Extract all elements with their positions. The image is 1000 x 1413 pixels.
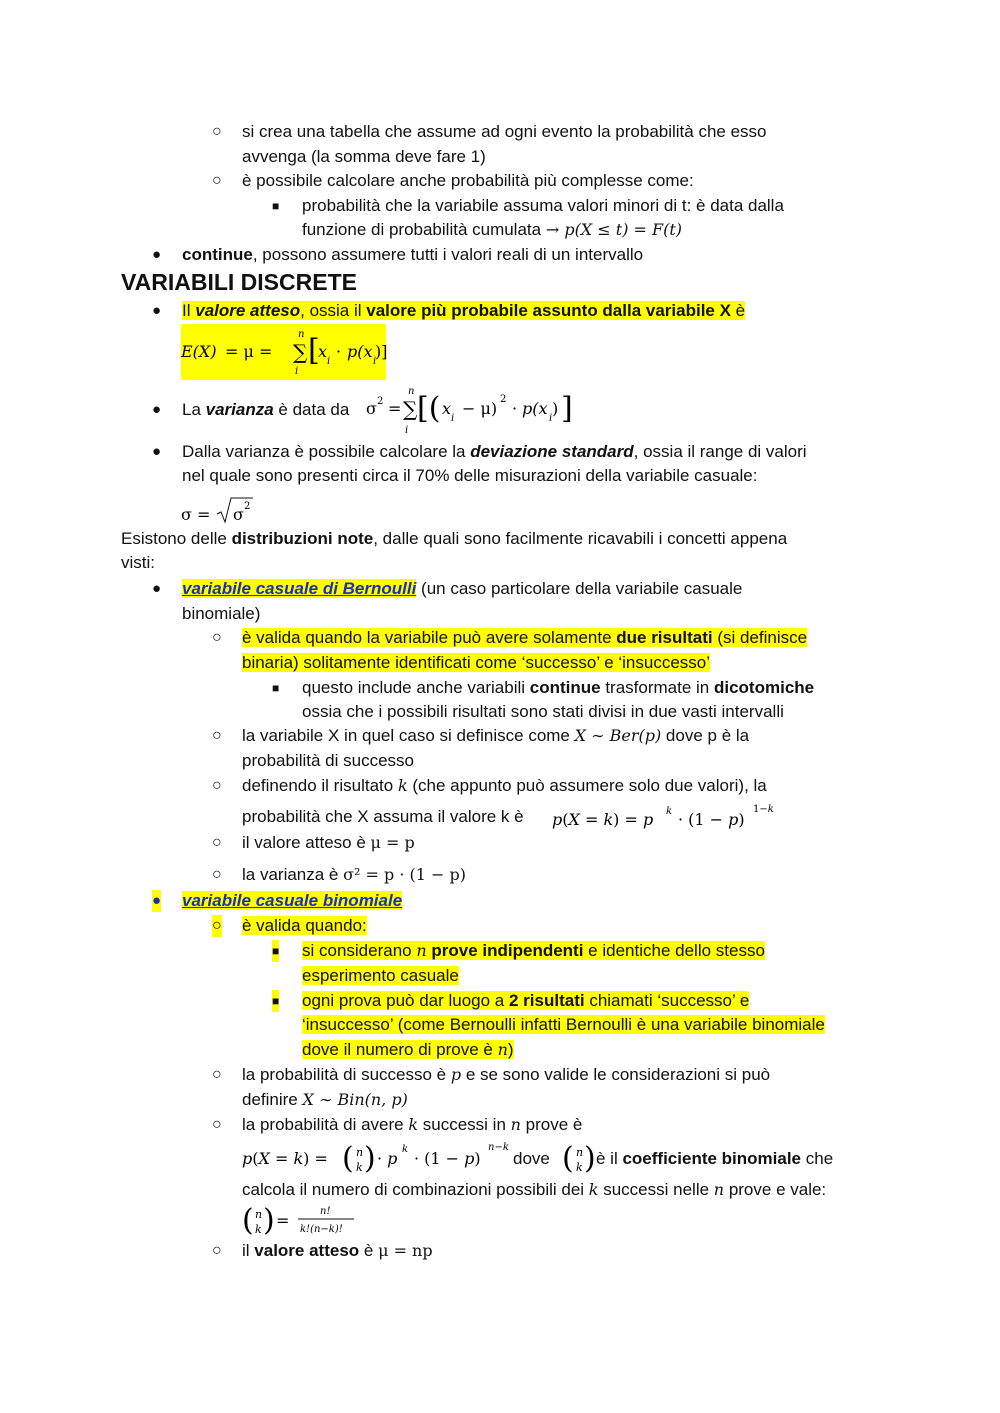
list-item-cont: è il coefficiente binomiale che <box>596 1149 834 1168</box>
hollow-bullet-icon: ○ <box>212 629 222 646</box>
expected-value-formula <box>181 324 386 380</box>
svg-text:· (1 − p): · (1 − p) <box>414 1149 481 1168</box>
svg-text:(: ( <box>242 1203 254 1238</box>
list-item-cont: binaria) solitamente identificati come ‘successo’ e ‘insuccesso’ <box>242 653 711 672</box>
svg-text:): ) <box>552 399 559 418</box>
bullet-icon: ● <box>152 401 162 418</box>
svg-text:=: = <box>388 399 402 418</box>
list-item: Dalla varianza è possibile calcolare la deviazione standard, ossia il range di valori <box>182 442 807 461</box>
list-item-cont: calcola il numero di combinazioni possibili dei k successi nelle n prove e vale: <box>242 1180 827 1199</box>
list-item-cont: avvenga (la somma deve fare 1) <box>242 147 486 166</box>
svg-text:x: x <box>318 342 328 361</box>
list-item: ogni prova può dar luogo a 2 risultati chiamati ‘successo’ e <box>302 991 750 1010</box>
svg-text:(: ( <box>562 1141 574 1176</box>
svg-text:·: · <box>512 399 518 418</box>
svg-text:k: k <box>402 1144 409 1155</box>
bullet-icon: ● <box>152 302 162 319</box>
list-item: variabile casuale di Bernoulli (un caso particolare della variabile casuale <box>182 579 743 598</box>
hollow-bullet-icon: ○ <box>212 777 222 794</box>
bullet-icon: ● <box>152 443 162 460</box>
formula-graphic <box>181 492 261 526</box>
section-heading: VARIABILI DISCRETE <box>121 269 357 295</box>
list-item: si considerano n prove indipendenti e identiche dello stesso <box>302 941 765 960</box>
list-item: si crea una tabella che assume ad ogni evento la probabilità che esso <box>242 122 767 141</box>
svg-text:x: x <box>442 399 452 418</box>
svg-text:2: 2 <box>377 396 384 407</box>
svg-text:i: i <box>451 413 455 424</box>
svg-text:n−k: n−k <box>488 1142 509 1153</box>
list-item-cont: binomiale) <box>182 604 261 623</box>
svg-text:E(X): E(X) <box>181 342 217 361</box>
list-item: il valore atteso è μ = np <box>242 1241 433 1260</box>
svg-text:): ) <box>584 1141 596 1176</box>
svg-text:− μ): − μ) <box>462 399 498 418</box>
hollow-bullet-icon: ○ <box>212 915 222 937</box>
svg-text:σ =: σ = <box>181 505 211 524</box>
svg-text:· p: · p <box>377 1149 398 1168</box>
list-item: la variabile X in quel caso si definisce come X ∼ Ber(p) dove p è la <box>242 726 750 745</box>
svg-text:=: = <box>276 1211 290 1230</box>
list-item-cont: esperimento casuale <box>302 966 459 985</box>
svg-text:k: k <box>666 806 673 817</box>
svg-text:p(X = k) =: p(X = k) = <box>242 1149 328 1168</box>
square-bullet-icon: ■ <box>272 940 279 962</box>
svg-text:n: n <box>576 1146 584 1159</box>
square-bullet-icon: ■ <box>272 990 279 1012</box>
hollow-bullet-icon: ○ <box>212 172 222 189</box>
svg-text:k: k <box>356 1161 363 1174</box>
svg-text:σ: σ <box>366 399 377 418</box>
svg-text:σ: σ <box>233 505 244 524</box>
list-item-cont: ossia che i possibili risultati sono stati divisi in due vasti intervalli <box>302 702 784 721</box>
svg-text:(: ( <box>342 1141 354 1176</box>
svg-text:p(x: p(x <box>347 342 373 361</box>
list-item <box>182 890 402 912</box>
bullet-icon: ● <box>152 580 162 597</box>
list-item: continue, possono assumere tutti i valori reali di un intervallo <box>182 245 644 264</box>
paragraph-cont: visti: <box>121 553 155 572</box>
svg-text:n: n <box>356 1146 364 1159</box>
formula-graphic <box>181 324 386 380</box>
formula-graphic <box>242 1200 362 1240</box>
svg-text:n: n <box>408 386 415 397</box>
svg-text:i: i <box>549 413 553 424</box>
std-dev-formula <box>181 492 261 526</box>
list-item-cont: definire X ∼ Bin(n, p) <box>242 1090 408 1109</box>
svg-text:2: 2 <box>244 501 251 512</box>
list-item: la probabilità di avere k successi in n prove è <box>242 1115 583 1134</box>
svg-text:k: k <box>255 1223 262 1236</box>
hollow-bullet-icon: ○ <box>212 1066 222 1083</box>
list-item-cont: dove il numero di prove è n) <box>302 1040 514 1059</box>
formula-graphic <box>242 1136 522 1178</box>
list-item: il valore atteso è μ = p <box>242 833 415 852</box>
paragraph: Esistono delle distribuzioni note, dalle quali sono facilmente ricavabili i concetti appena <box>121 529 788 548</box>
svg-text:2: 2 <box>500 394 507 405</box>
list-item: è possibile calcolare anche probabilità più complesse come: <box>242 171 694 190</box>
svg-text:i: i <box>373 356 377 367</box>
list-item: Il valore atteso, ossia il valore più probabile assunto dalla variabile X è <box>182 301 746 320</box>
formula-graphic <box>550 798 780 832</box>
bullet-icon: ● <box>152 246 162 263</box>
svg-text:]: ] <box>561 391 573 426</box>
svg-text:[(: [( <box>417 391 441 426</box>
svg-text:∑: ∑ <box>293 340 308 364</box>
binomial-pmf-formula <box>242 1136 522 1178</box>
list-item: questo include anche variabili continue trasformate in dicotomiche <box>302 678 815 697</box>
svg-text:n!: n! <box>320 1206 331 1217</box>
list-item: è valida quando la variabile può avere solamente due risultati (si definisce <box>242 628 808 647</box>
svg-text:i: i <box>405 425 409 436</box>
formula-graphic <box>366 384 576 440</box>
svg-text:1−k: 1−k <box>753 804 774 815</box>
list-item-cont: nel quale sono presenti circa il 70% delle misurazioni della variabile casuale: <box>182 466 758 485</box>
formula-graphic <box>562 1138 598 1178</box>
hollow-bullet-icon: ○ <box>212 1242 222 1259</box>
bullet-icon: ● <box>152 890 161 912</box>
hollow-bullet-icon: ○ <box>212 1116 222 1133</box>
svg-text:·: · <box>336 342 342 361</box>
svg-text:∑: ∑ <box>403 397 418 421</box>
list-item-cont: ‘insuccesso’ (come Bernoulli infatti Bernoulli è una variabile binomiale <box>302 1015 825 1034</box>
svg-text:)]: )] <box>375 342 388 361</box>
svg-text:p(X = k) = p: p(X = k) = p <box>552 810 654 829</box>
bernoulli-pmf-formula <box>550 798 780 832</box>
hollow-bullet-icon: ○ <box>212 123 222 140</box>
svg-text:n: n <box>255 1208 263 1221</box>
svg-text:· (1 − p): · (1 − p) <box>678 810 745 829</box>
svg-text:k: k <box>576 1161 583 1174</box>
square-bullet-icon: ■ <box>272 199 280 213</box>
svg-text:= μ =: = μ = <box>225 342 273 361</box>
list-item: definendo il risultato k (che appunto può assumere solo due valori), la <box>242 776 767 795</box>
svg-text:i: i <box>327 356 331 367</box>
list-item: probabilità che la variabile assuma valori minori di t: è data dalla <box>302 196 784 215</box>
binomial-coefficient <box>562 1138 598 1178</box>
list-item: la varianza è σ² = p · (1 − p) <box>242 865 467 884</box>
svg-text:n: n <box>298 329 305 340</box>
svg-text:i: i <box>295 366 299 377</box>
svg-text:[: [ <box>308 333 320 368</box>
list-item-cont: probabilità che X assuma il valore k è <box>242 807 524 826</box>
bernoulli-link[interactable]: variabile casuale di Bernoulli <box>182 579 417 598</box>
list-item-cont: dove <box>513 1149 550 1168</box>
binomial-link[interactable]: variabile casuale binomiale <box>182 891 403 910</box>
hollow-bullet-icon: ○ <box>212 866 222 883</box>
svg-text:p(x: p(x <box>522 399 548 418</box>
list-item: La varianza è data da <box>182 400 350 419</box>
svg-text:): ) <box>263 1203 275 1238</box>
binomial-coefficient-definition <box>242 1200 362 1240</box>
svg-text:): ) <box>364 1141 376 1176</box>
svg-text:k!(n−k)!: k!(n−k)! <box>300 1224 343 1235</box>
square-bullet-icon: ■ <box>272 681 280 695</box>
list-item: la probabilità di successo è p e se sono valide le considerazioni si può <box>242 1065 771 1084</box>
hollow-bullet-icon: ○ <box>212 834 222 851</box>
list-item-cont: funzione di probabilità cumulata → p(X ≤ t) = F(t) <box>302 220 683 239</box>
hollow-bullet-icon: ○ <box>212 727 222 744</box>
variance-formula <box>366 384 576 440</box>
list-item: è valida quando: <box>242 916 367 935</box>
list-item-cont: probabilità di successo <box>242 751 414 770</box>
